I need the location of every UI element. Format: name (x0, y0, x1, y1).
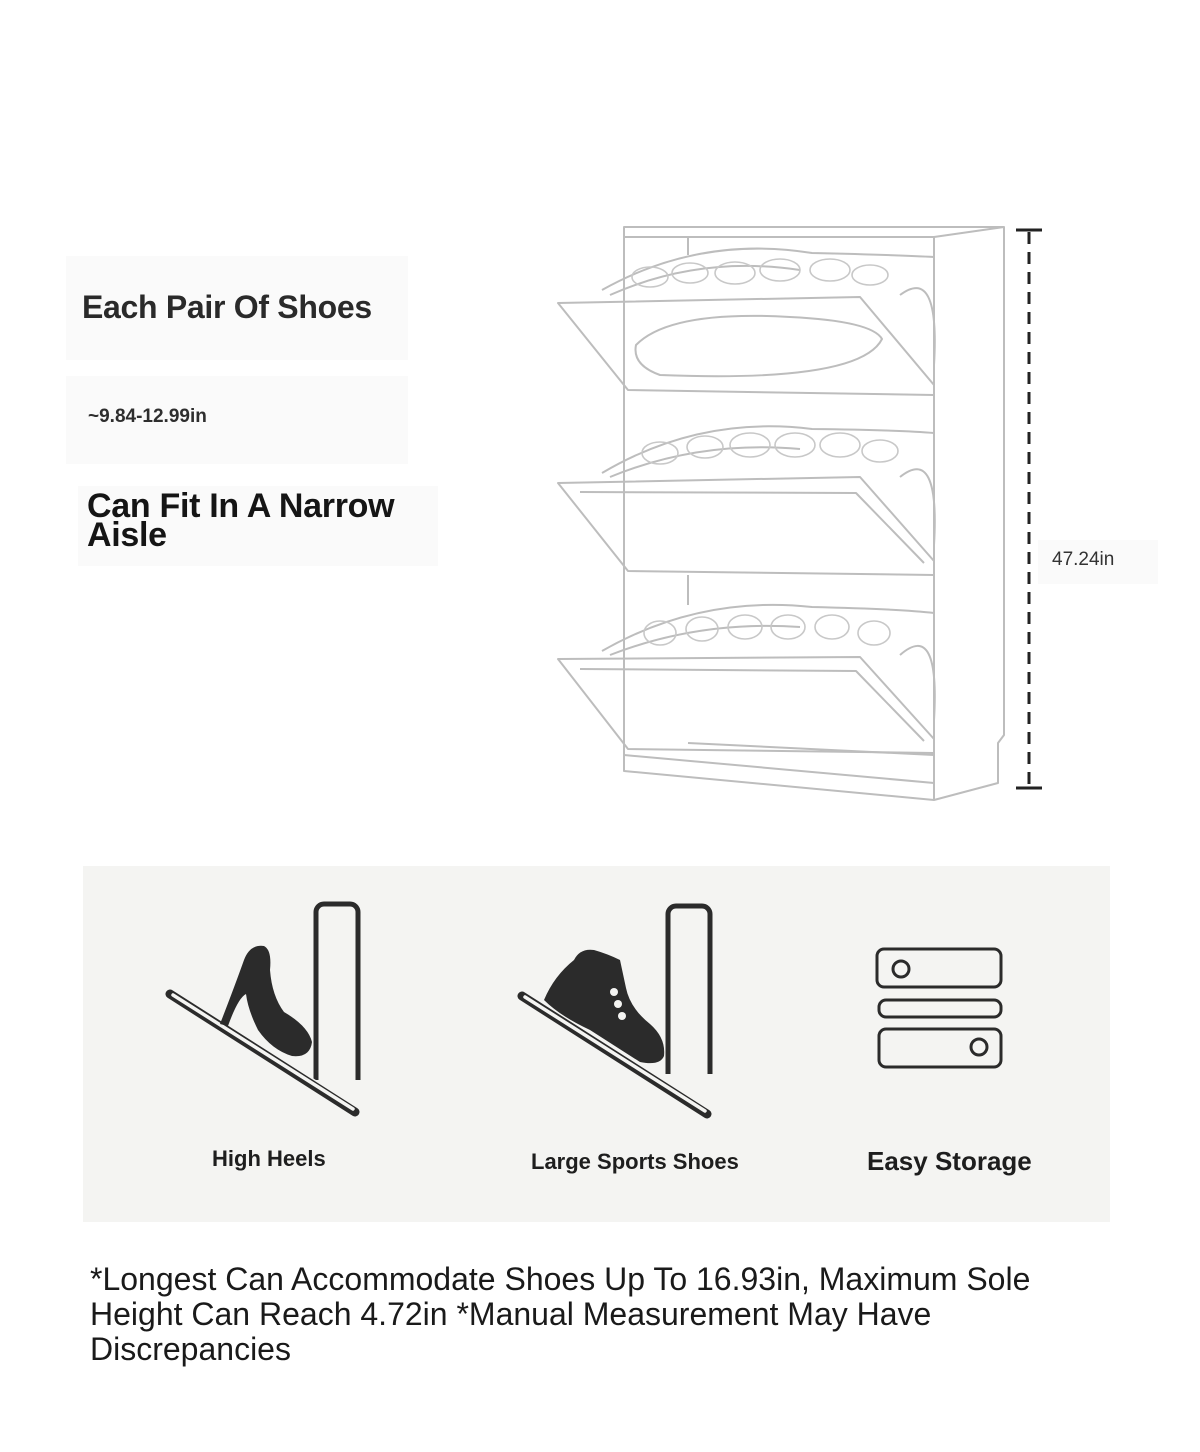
pair-range: ~9.84-12.99in (88, 406, 207, 427)
feature-label-high-heels: High Heels (212, 1146, 326, 1171)
pair-range-box (66, 376, 408, 464)
footnote: *Longest Can Accommodate Shoes Up To 16.93in, Maximum Sole Height Can Reach 4.72in *Manual Measurement May Have Discrepancies (90, 1261, 1031, 1367)
feature-label-easy-storage: Easy Storage (867, 1146, 1032, 1176)
aisle-text: Can Fit In A Narrow Aisle (87, 487, 395, 554)
pair-title: Each Pair Of Shoes (82, 289, 372, 325)
height-label-box (1038, 540, 1158, 584)
feature-label-sports-shoes: Large Sports Shoes (531, 1149, 739, 1174)
height-dimension-line (1010, 226, 1050, 794)
sports-shoe-icon (510, 900, 720, 1125)
aisle-box (78, 486, 438, 566)
high-heel-icon (160, 898, 370, 1123)
shoe-cabinet-illustration (540, 215, 1020, 815)
pair-title-box (66, 256, 408, 360)
storage-drawers-icon (870, 940, 1010, 1075)
height-label: 47.24in (1052, 549, 1115, 570)
